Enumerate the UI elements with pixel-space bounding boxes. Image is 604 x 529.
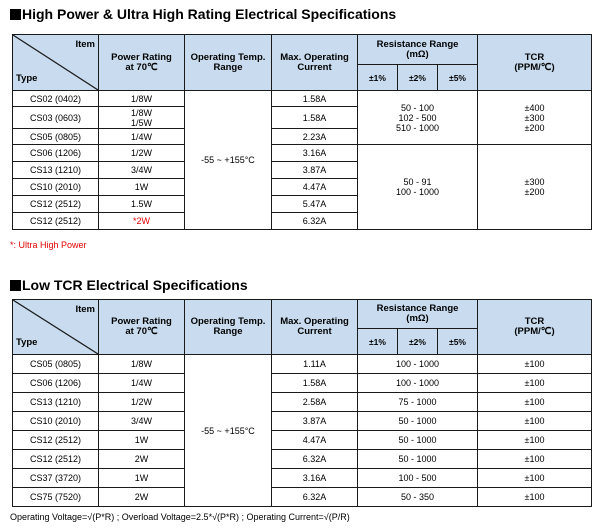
table-row: CS02 (0402) 1/8W -55 ~ +155°C 1.58A 50 - 100 102 - 500 510 - 1000 ±400 ±300 ±200 [13, 91, 592, 107]
operating-temp-header: Operating Temp. Range [185, 300, 272, 355]
max-current-header: Max. Operating Current [272, 300, 358, 355]
item-type-header [13, 35, 99, 91]
table-row: CS05 (0805) 1/4W 2.23A [13, 129, 592, 145]
table-row: CS37 (3720) 1W 3.16A 100 - 500 ±100 [13, 469, 592, 488]
tcr-group-2: ±300 ±200 [478, 145, 592, 230]
type-label: Type [16, 337, 38, 348]
table-row: CS12 (2512) 1W 4.47A 50 - 1000 ±100 [13, 431, 592, 450]
power-rating-header: Power Rating at 70℃ [99, 35, 185, 91]
table-row: CS10 (2010) 3/4W 3.87A 50 - 1000 ±100 [13, 412, 592, 431]
tcr-header: TCR (PPM/℃) [478, 35, 592, 91]
table-row: CS12 (2512) *2W 6.32A [13, 213, 592, 230]
tcr-group-1: ±400 ±300 ±200 [478, 91, 592, 145]
low-tcr-spec-table [12, 299, 592, 507]
voltage-formula-footnote: Operating Voltage=√(P*R) ; Overload Voltage=2.5*√(P*R) ; Operating Current=√(P/R) [10, 512, 350, 522]
temp-range-cell: -55 ~ +155°C [185, 355, 272, 507]
high-power-spec-table [12, 34, 592, 230]
tcr-header: TCR (PPM/℃) [478, 300, 592, 355]
table-row: CS06 (1206) 1/4W 1.58A 100 - 1000 ±100 [13, 374, 592, 393]
tol-1-header: ±1% [358, 65, 398, 91]
table-row: CS03 (0603) 1/8W 1/5W 1.58A [13, 107, 592, 129]
section-title-low-tcr: Low TCR Electrical Specifications [10, 277, 248, 293]
tol-5-header: ±5% [438, 329, 478, 355]
ultra-high-power-note: *: Ultra High Power [10, 240, 87, 250]
table-row: CS13 (1210) 1/2W 2.58A 75 - 1000 ±100 [13, 393, 592, 412]
table-row: CS75 (7520) 2W 6.32A 50 - 350 ±100 [13, 488, 592, 507]
table-row: CS13 (1210) 3/4W 3.87A [13, 162, 592, 179]
table-row: CS12 (2512) 1.5W 5.47A [13, 196, 592, 213]
black-square-icon [10, 9, 21, 20]
item-label: Item [75, 304, 95, 315]
resistance-group-2: 50 - 91 100 - 1000 [358, 145, 478, 230]
type-label: Type [16, 73, 38, 84]
section-title-high-power: High Power & Ultra High Rating Electrical Specifications [10, 6, 396, 22]
temp-range-cell: -55 ~ +155°C [185, 91, 272, 230]
table-row: CS10 (2010) 1W 4.47A [13, 179, 592, 196]
table-row: CS12 (2512) 2W 6.32A 50 - 1000 ±100 [13, 450, 592, 469]
power-rating-header: Power Rating at 70℃ [99, 300, 185, 355]
resistance-range-header: Resistance Range (mΩ) [358, 300, 478, 329]
item-type-header [13, 300, 99, 355]
resistance-range-header: Resistance Range (mΩ) [358, 35, 478, 65]
table-row: CS05 (0805) 1/8W -55 ~ +155°C 1.11A 100 - 1000 ±100 [13, 355, 592, 374]
table-row: CS06 (1206) 1/2W 3.16A 50 - 91 100 - 1000 ±300 ±200 [13, 145, 592, 162]
resistance-group-1: 50 - 100 102 - 500 510 - 1000 [358, 91, 478, 145]
max-current-header: Max. Operating Current [272, 35, 358, 91]
tol-1-header: ±1% [358, 329, 398, 355]
black-square-icon [10, 280, 21, 291]
item-label: Item [75, 39, 95, 50]
tol-2-header: ±2% [398, 329, 438, 355]
tol-2-header: ±2% [398, 65, 438, 91]
tol-5-header: ±5% [438, 65, 478, 91]
operating-temp-header: Operating Temp. Range [185, 35, 272, 91]
